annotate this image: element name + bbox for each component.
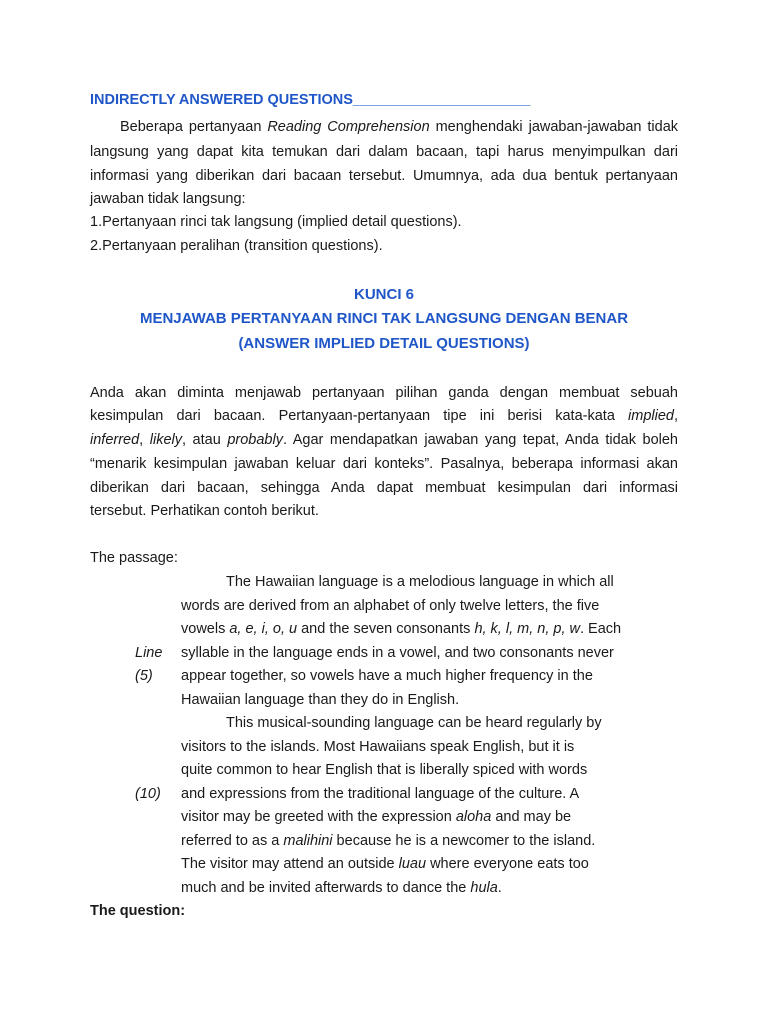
body-line-1: Anda akan diminta menjawab pertanyaan pilihan ganda dengan membuat sebuah	[90, 385, 678, 401]
intro-line-2: langsung yang dapat kita temukan dari dalam bacaan, tapi harus menyimpulkan dari	[90, 144, 678, 160]
passage-line-3	[181, 617, 621, 641]
body-emphasis: inferred	[90, 432, 140, 448]
list-item-2: 2.Pertanyaan peralihan (transition questions).	[90, 238, 383, 254]
passage-text: and the seven consonants	[297, 621, 475, 637]
passage-text: where everyone eats too	[426, 856, 589, 872]
passage-line-8: visitors to the islands. Most Hawaiians speak English, but it is	[181, 739, 575, 755]
body-emphasis: likely	[149, 432, 182, 448]
passage-line-1: The Hawaiian language is a melodious language in which all	[226, 574, 614, 590]
passage-text: .	[497, 880, 502, 896]
body-line-3	[90, 428, 678, 452]
intro-text: menghendaki jawaban-jawaban tidak	[429, 119, 679, 135]
passage-text: vowels	[181, 621, 230, 637]
passage-line-6: Hawaiian language than they do in English.	[181, 692, 460, 708]
line-number-10: (10)	[135, 786, 161, 802]
kunci-title: MENJAWAB PERTANYAAN RINCI TAK LANGSUNG DENGAN BENAR	[139, 310, 629, 327]
passage-text: The visitor may attend an outside	[181, 856, 399, 872]
kunci-number: KUNCI 6	[353, 286, 414, 303]
body-line-5: diberikan dari bacaan, sehingga Anda dapat membuat kesimpulan dari informasi	[90, 480, 678, 496]
section-heading: INDIRECTLY ANSWERED QUESTIONS______________________	[90, 92, 531, 108]
kunci-subtitle: (ANSWER IMPLIED DETAIL QUESTIONS)	[238, 335, 530, 352]
body-line-6: tersebut. Perhatikan contoh berikut.	[90, 503, 319, 519]
passage-line-9: quite common to hear English that is liberally spiced with words	[181, 762, 588, 778]
passage-label: The passage:	[90, 550, 178, 566]
passage-line-7: This musical-sounding language can be heard regularly by	[226, 715, 602, 731]
passage-emphasis: h, k, l, m, n, p, w	[474, 621, 580, 637]
body-line-2	[90, 404, 678, 428]
passage-emphasis: malihini	[283, 833, 333, 849]
passage-line-4: syllable in the language ends in a vowel, and two consonants never	[181, 645, 614, 661]
passage-line-12	[181, 829, 595, 853]
passage-line-10: and expressions from the traditional language of the culture. A	[181, 786, 580, 802]
body-text: ,	[139, 432, 150, 448]
body-text: kesimpulan dari bacaan. Pertanyaan-pertanyaan tipe ini berisi kata-kata	[90, 408, 629, 424]
passage-text: referred to as a	[181, 833, 284, 849]
passage-emphasis: a, e, i, o, u	[229, 621, 298, 637]
passage-line-5: appear together, so vowels have a much higher frequency in the	[181, 668, 593, 684]
line-number-5: (5)	[135, 668, 153, 684]
passage-line-13	[181, 852, 589, 876]
passage-emphasis: hula	[470, 880, 498, 896]
passage-text: . Each	[580, 621, 622, 637]
passage-text: and may be	[491, 809, 572, 825]
intro-emphasis: Reading Comprehension	[267, 119, 430, 135]
line-label: Line	[135, 645, 163, 661]
passage-line-2: words are derived from an alphabet of only twelve letters, the five	[181, 598, 600, 614]
body-text: ,	[673, 408, 678, 424]
body-emphasis: probably	[227, 432, 283, 448]
body-text: . Agar mendapatkan jawaban yang tepat, Anda tidak boleh	[282, 432, 678, 448]
body-text: , atau	[181, 432, 228, 448]
passage-text: much and be invited afterwards to dance the	[181, 880, 471, 896]
intro-line-1	[90, 115, 678, 139]
body-line-4: “menarik kesimpulan jawaban keluar dari konteks”. Pasalnya, beberapa informasi akan	[90, 456, 678, 472]
question-label: The question:	[90, 903, 186, 919]
passage-line-14	[181, 876, 502, 900]
intro-line-3: informasi yang diberikan dari bacaan tersebut. Umumnya, ada dua bentuk pertanyaan	[90, 168, 678, 184]
intro-text: Beberapa pertanyaan	[120, 119, 268, 135]
passage-text: visitor may be greeted with the expression	[181, 809, 456, 825]
passage-text: because he is a newcomer to the island.	[332, 833, 596, 849]
passage-emphasis: luau	[398, 856, 427, 872]
passage-line-11	[181, 805, 571, 829]
body-emphasis: implied	[628, 408, 674, 424]
passage-emphasis: aloha	[455, 809, 492, 825]
list-item-1: 1.Pertanyaan rinci tak langsung (implied detail questions).	[90, 214, 462, 230]
intro-line-4: jawaban tidak langsung:	[90, 191, 246, 207]
